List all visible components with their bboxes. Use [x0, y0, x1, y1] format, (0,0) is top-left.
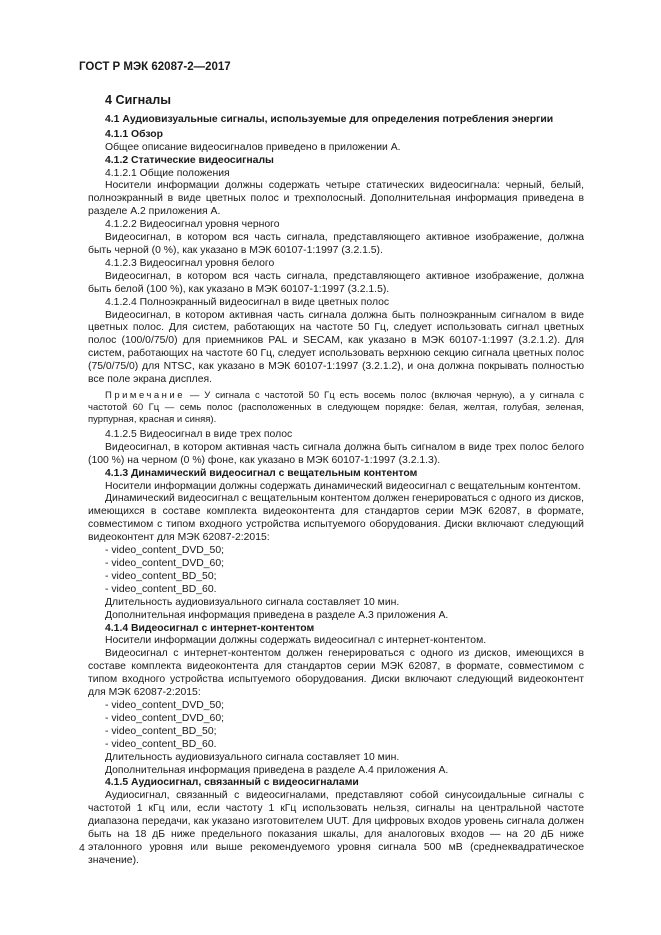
list-item: - video_content_DVD_60; [105, 558, 224, 569]
clause-4-1-4-paragraph: Видеосигнал с интернет-контентом должен генерироваться с одного из дисков, имеющихся в составе комплекта видеоконтента для стандартов серии МЭК 62087, в формате, совместимом с типом входного устройства испытуемого оборудования. Диски включают следующий видеоконтент для МЭК 62087-2:2015: [88, 648, 584, 699]
list-item: - video_content_BD_60. [105, 738, 217, 750]
clause-4-1-4-paragraph: Носители информации должны содержать видеосигнал с интернет-контентом. [105, 635, 487, 647]
clause-4-1-2-3-title: 4.1.2.3 Видеосигнал уровня белого [105, 257, 275, 269]
clause-4-1-2-1-title: 4.1.2.1 Общие положения [105, 167, 230, 179]
document-body [88, 94, 584, 868]
note-text: — У сигнала с частотой 50 Гц есть восемь полос (включая черную), а у сигнала с частотой 60 Гц — семь полос (расположенных в следующем порядке: белая, желтая, голубая, зеленая, пурпурная, красная и синяя). [88, 389, 584, 425]
clause-4-1-2-1-text: Носители информации должны содержать четыре статических видеосигнала: черный, белый, полноэкранный в виде цветных полос и трехполосный. Дополнительная информация приведена в разделе А.2 приложения А. [88, 180, 584, 218]
section-title: 4 Сигналы [105, 93, 171, 107]
clause-4-1-3-paragraph: Длительность аудиовизуального сигнала составляет 10 мин. [105, 596, 400, 608]
clause-4-1-2-title: 4.1.2 Статические видеосигналы [105, 154, 274, 166]
clause-4-1-2-4-title: 4.1.2.4 Полноэкранный видеосигнал в виде цветных полос [105, 296, 390, 308]
clause-4-1-1-title: 4.1.1 Обзор [105, 128, 163, 140]
clause-4-1-2-2-text: Видеосигнал, в котором вся часть сигнала, представляющего активное изображение, должна быть черной (0 %), как указано в МЭК 60107-1:1997 (3.2.1.5). [88, 232, 584, 256]
list-item: - video_content_BD_60. [105, 583, 217, 595]
clause-4-1-2-5-text: Видеосигнал, в котором активная часть сигнала должна быть сигналом в виде трех полос белого (100 %) на черном (0 %) фоне, как указано в МЭК 60107-1:1997 (3.2.1.3). [88, 441, 584, 466]
list-item: - video_content_DVD_50; [105, 545, 224, 557]
subsection-4-1-title: 4.1 Аудиовизуальные сигналы, используемые для определения потребления энергии [105, 113, 554, 125]
note-label: Примечание [105, 389, 185, 401]
clause-4-1-4-title: 4.1.4 Видеосигнал с интернет-контентом [105, 622, 315, 634]
clause-4-1-3-paragraph: Дополнительная информация приведена в разделе А.3 приложения А. [105, 609, 449, 621]
clause-4-1-5-text: Аудиосигнал, связанный с видеосигналами, представляют собой синусоидальные сигналы с частотой 1 кГц или, если частоту 1 кГц использовать нельзя, сигналы на центральной частоте диапазона передачи, как указано изготовителем UUT. Для цифровых входов уровень сигнала должен быть на 18 дБ ниже предельного показания шкалы, для аналоговых входов — на 20 дБ ниже эталонного уровня или выше рекомендуемого уровня сигнала 500 мВ (среднеквадратическое значение). [88, 790, 584, 866]
clause-4-1-2-4-text: Видеосигнал, в котором активная часть сигнала должна быть полноэкранным сигналом в виде цветных полос. Для систем, работающих на частоте 50 Гц, следует использовать сигнал цветных полос (100/0/75/0) для приемников PAL и SECAM, как указано в МЭК 60107-1:1997 (3.2.1.2). Для систем, работающих на частоте 60 Гц, следует использовать верхнюю секцию сигнала цветных полос (75/0/75/0) для NTSC, как указано в МЭК 60107-1:1997 (3.2.1.2), и она должна покрывать полностью все поле экрана дисплея. [88, 309, 584, 386]
clause-4-1-2-5-title: 4.1.2.5 Видеосигнал в виде трех полос [105, 428, 293, 440]
document-code-header: ГОСТ Р МЭК 62087-2—2017 [79, 61, 231, 73]
list-item: - video_content_DVD_50; [105, 699, 224, 711]
clause-4-1-2-3-text: Видеосигнал, в котором вся часть сигнала, представляющего активное изображение, должна быть белой (100 %), как указано в МЭК 60107-1:1997 (3.2.1.5). [88, 270, 584, 295]
clause-4-1-3-title: 4.1.3 Динамический видеосигнал с вещательным контентом [105, 467, 418, 479]
clause-4-1-3-paragraph: Носители информации должны содержать динамический видеосигнал с вещательным контентом. [105, 480, 581, 492]
clause-4-1-1-text: Общее описание видеосигналов приведено в приложении А. [105, 141, 401, 153]
clause-4-1-3-paragraph: Динамический видеосигнал с вещательным контентом должен генерироваться с одного из дисков, имеющихся в составе комплекта видеоконтента для стандартов серии МЭК 62087, в формате, совместимом с типом входного устройства испытуемого оборудования. Диски включают следующий видеоконтент для МЭК 62087-2:2015: [88, 493, 584, 544]
note-paragraph [88, 390, 584, 426]
page-number: 4 [79, 842, 85, 854]
clause-4-1-4-paragraph: Длительность аудиовизуального сигнала составляет 10 мин. [105, 751, 400, 763]
list-item: - video_content_BD_50; [105, 570, 217, 582]
clause-4-1-2-2-title: 4.1.2.2 Видеосигнал уровня черного [105, 219, 280, 231]
clause-4-1-4-paragraph: Дополнительная информация приведена в разделе А.4 приложения А. [105, 764, 449, 776]
clause-4-1-5-title: 4.1.5 Аудиосигнал, связанный с видеосигналами [105, 777, 359, 789]
list-item: - video_content_BD_50; [105, 725, 217, 737]
list-item: - video_content_DVD_60; [105, 712, 224, 724]
